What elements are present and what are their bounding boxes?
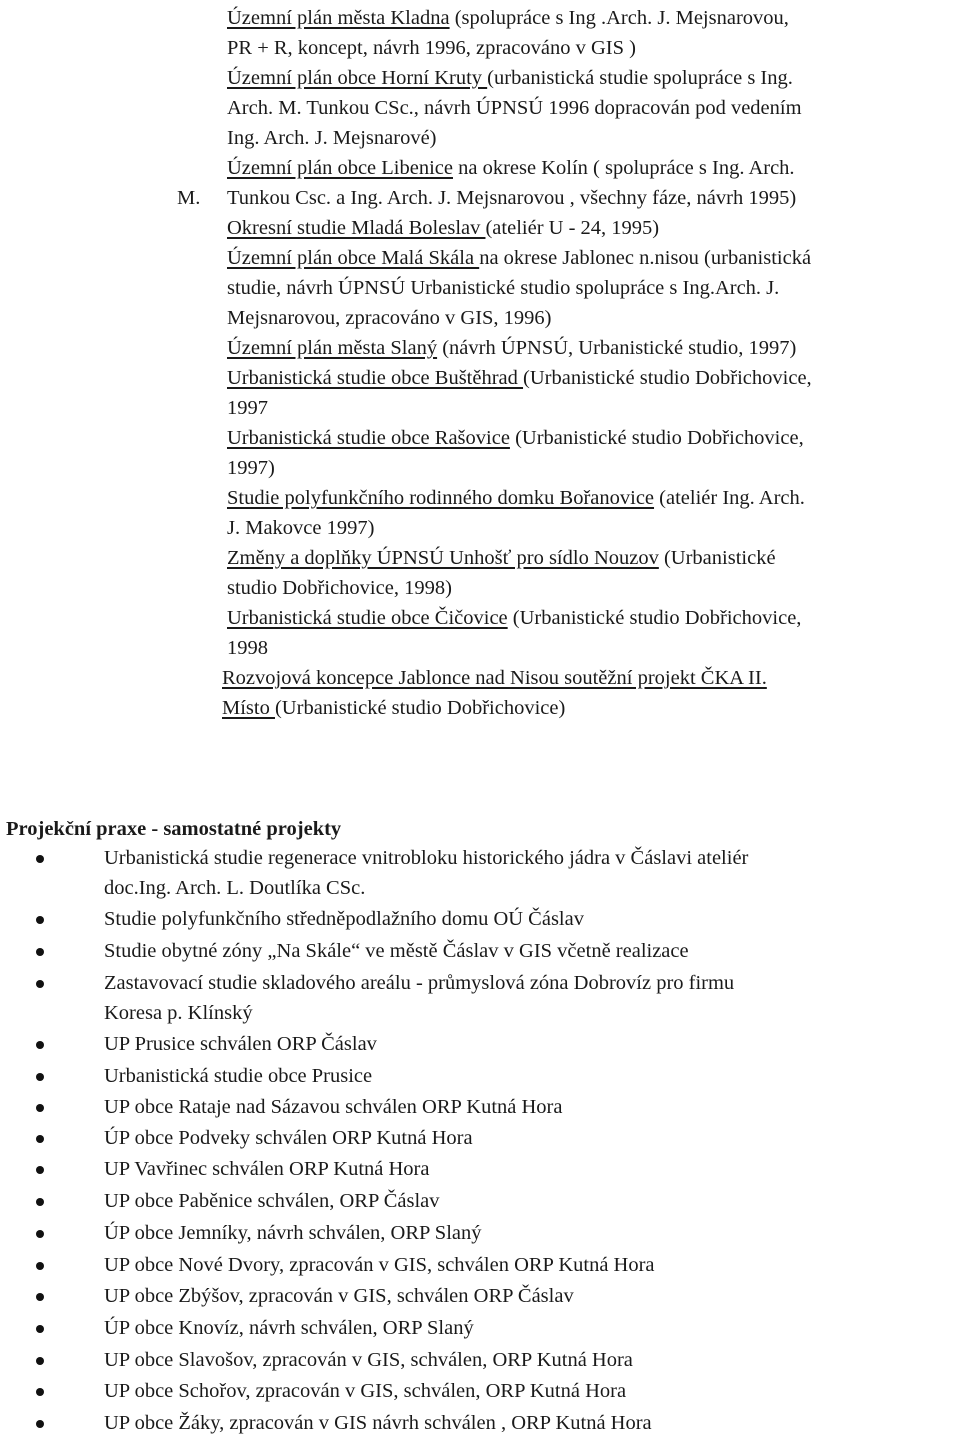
- project-title: Urbanistická studie obce Rašovice: [227, 427, 510, 449]
- bullet-icon: [36, 980, 44, 988]
- bullet-icon: [36, 1293, 44, 1301]
- project-item-slany: Územní plán města Slaný (návrh ÚPNSÚ, Urbanistické studio, 1997): [227, 337, 797, 359]
- section-heading: Projekční praxe - samostatné projekty: [6, 818, 342, 840]
- project-title: Územní plán obce Malá Skála: [227, 247, 480, 269]
- list-item: Studie polyfunkčního středněpodlažního domu OÚ Čáslav: [104, 908, 584, 930]
- project-item-horni-kruty: Územní plán obce Horní Kruty (urbanistická studie spolupráce s Ing.: [227, 67, 793, 89]
- bullet-icon: [36, 1073, 44, 1081]
- project-line: PR + R, koncept, návrh 1996, zpracováno v GIS ): [227, 37, 636, 59]
- list-item: Studie obytné zóny „Na Skále“ ve městě Čáslav v GIS včetně realizace: [104, 940, 689, 962]
- project-item-jablonec: Rozvojová koncepce Jablonce nad Nisou soutěžní projekt ČKA II.: [222, 667, 767, 689]
- list-item: Urbanistická studie regenerace vnitrobloku historického jádra v Čáslavi ateliér: [104, 847, 749, 869]
- project-line: Arch. M. Tunkou CSc., návrh ÚPNSÚ 1996 dopracován pod vedením: [227, 97, 802, 119]
- project-item-kladno: Územní plán města Kladna (spolupráce s Ing .Arch. J. Mejsnarovou,: [227, 7, 789, 29]
- project-item-libenice: Územní plán obce Libenice na okrese Kolín ( spolupráce s Ing. Arch.: [227, 157, 795, 179]
- list-item: ÚP obce Podveky schválen ORP Kutná Hora: [104, 1127, 473, 1149]
- list-item: UP Vavřinec schválen ORP Kutná Hora: [104, 1158, 430, 1180]
- list-item: Koresa p. Klínský: [104, 1002, 253, 1024]
- list-item: UP obce Schořov, zpracován v GIS, schválen, ORP Kutná Hora: [104, 1380, 627, 1402]
- project-item-mala-skala: Územní plán obce Malá Skála na okrese Jablonec n.nisou (urbanistická: [227, 247, 812, 269]
- bullet-icon: [36, 1104, 44, 1112]
- bullet-icon: [36, 1262, 44, 1270]
- project-line: 1997): [227, 457, 275, 479]
- project-title: Územní plán obce Libenice: [227, 157, 453, 179]
- list-item: UP obce Rataje nad Sázavou schválen ORP Kutná Hora: [104, 1096, 563, 1118]
- list-item: UP obce Žáky, zpracován v GIS návrh schválen , ORP Kutná Hora: [104, 1412, 652, 1434]
- project-title: Okresní studie Mladá Boleslav: [227, 217, 486, 239]
- project-line: Místo (Urbanistické studio Dobřichovice): [222, 697, 566, 719]
- list-item: ÚP obce Knovíz, návrh schválen, ORP Slaný: [104, 1317, 474, 1339]
- list-item: Zastavovací studie skladového areálu - průmyslová zóna Dobrovíz pro firmu: [104, 972, 735, 994]
- list-item: UP obce Zbýšov, zpracován v GIS, schválen ORP Čáslav: [104, 1285, 574, 1307]
- project-line: Mejsnarovou, zpracováno v GIS, 1996): [227, 307, 552, 329]
- bullet-icon: [36, 1041, 44, 1049]
- project-title: Územní plán města Kladna: [227, 7, 450, 29]
- project-line: 1997: [227, 397, 268, 419]
- project-line-prefix: M.: [177, 187, 201, 209]
- project-item-boranovice: Studie polyfunkčního rodinného domku Bořanovice (ateliér Ing. Arch.: [227, 487, 805, 509]
- bullet-icon: [36, 948, 44, 956]
- list-item: UP obce Slavošov, zpracován v GIS, schválen, ORP Kutná Hora: [104, 1349, 633, 1371]
- project-item-rasovice: Urbanistická studie obce Rašovice (Urbanistické studio Dobřichovice,: [227, 427, 804, 449]
- list-item: UP Prusice schválen ORP Čáslav: [104, 1033, 377, 1055]
- bullet-icon: [36, 1135, 44, 1143]
- project-line: studio Dobřichovice, 1998): [227, 577, 452, 599]
- project-item-cicovice: Urbanistická studie obce Čičovice (Urbanistické studio Dobřichovice,: [227, 607, 802, 629]
- project-line: Tunkou Csc. a Ing. Arch. J. Mejsnarovou , všechny fáze, návrh 1995): [227, 187, 797, 209]
- bullet-icon: [36, 1325, 44, 1333]
- list-item: doc.Ing. Arch. L. Doutlíka CSc.: [104, 877, 366, 899]
- project-line: 1998: [227, 637, 268, 659]
- project-title: Urbanistická studie obce Čičovice: [227, 607, 508, 629]
- project-title: Urbanistická studie obce Buštěhrad: [227, 367, 524, 389]
- bullet-icon: [36, 1230, 44, 1238]
- bullet-icon: [36, 1388, 44, 1396]
- project-item-mlada-boleslav: Okresní studie Mladá Boleslav (ateliér U - 24, 1995): [227, 217, 660, 239]
- project-line: J. Makovce 1997): [227, 517, 375, 539]
- project-title: Změny a doplňky ÚPNSÚ Unhošť pro sídlo Nouzov: [227, 547, 659, 569]
- list-item: UP obce Nové Dvory, zpracován v GIS, schválen ORP Kutná Hora: [104, 1254, 655, 1276]
- bullet-icon: [36, 1166, 44, 1174]
- list-item: ÚP obce Jemníky, návrh schválen, ORP Slaný: [104, 1222, 482, 1244]
- project-title: Územní plán obce Horní Kruty: [227, 67, 488, 89]
- project-title: Místo: [222, 697, 275, 719]
- project-line: Ing. Arch. J. Mejsnarové): [227, 127, 437, 149]
- list-item: Urbanistická studie obce Prusice: [104, 1065, 373, 1087]
- bullet-icon: [36, 855, 44, 863]
- project-item-bustehrad: Urbanistická studie obce Buštěhrad (Urbanistické studio Dobřichovice,: [227, 367, 812, 389]
- bullet-icon: [36, 1198, 44, 1206]
- project-item-nouzov: Změny a doplňky ÚPNSÚ Unhošť pro sídlo Nouzov (Urbanistické: [227, 547, 776, 569]
- project-title: Územní plán města Slaný: [227, 337, 438, 359]
- bullet-icon: [36, 916, 44, 924]
- project-line: studie, návrh ÚPNSÚ Urbanistické studio spolupráce s Ing.Arch. J.: [227, 277, 780, 299]
- bullet-icon: [36, 1357, 44, 1365]
- bullet-icon: [36, 1420, 44, 1428]
- list-item: UP obce Paběnice schválen, ORP Čáslav: [104, 1190, 440, 1212]
- project-title: Studie polyfunkčního rodinného domku Bořanovice: [227, 487, 655, 509]
